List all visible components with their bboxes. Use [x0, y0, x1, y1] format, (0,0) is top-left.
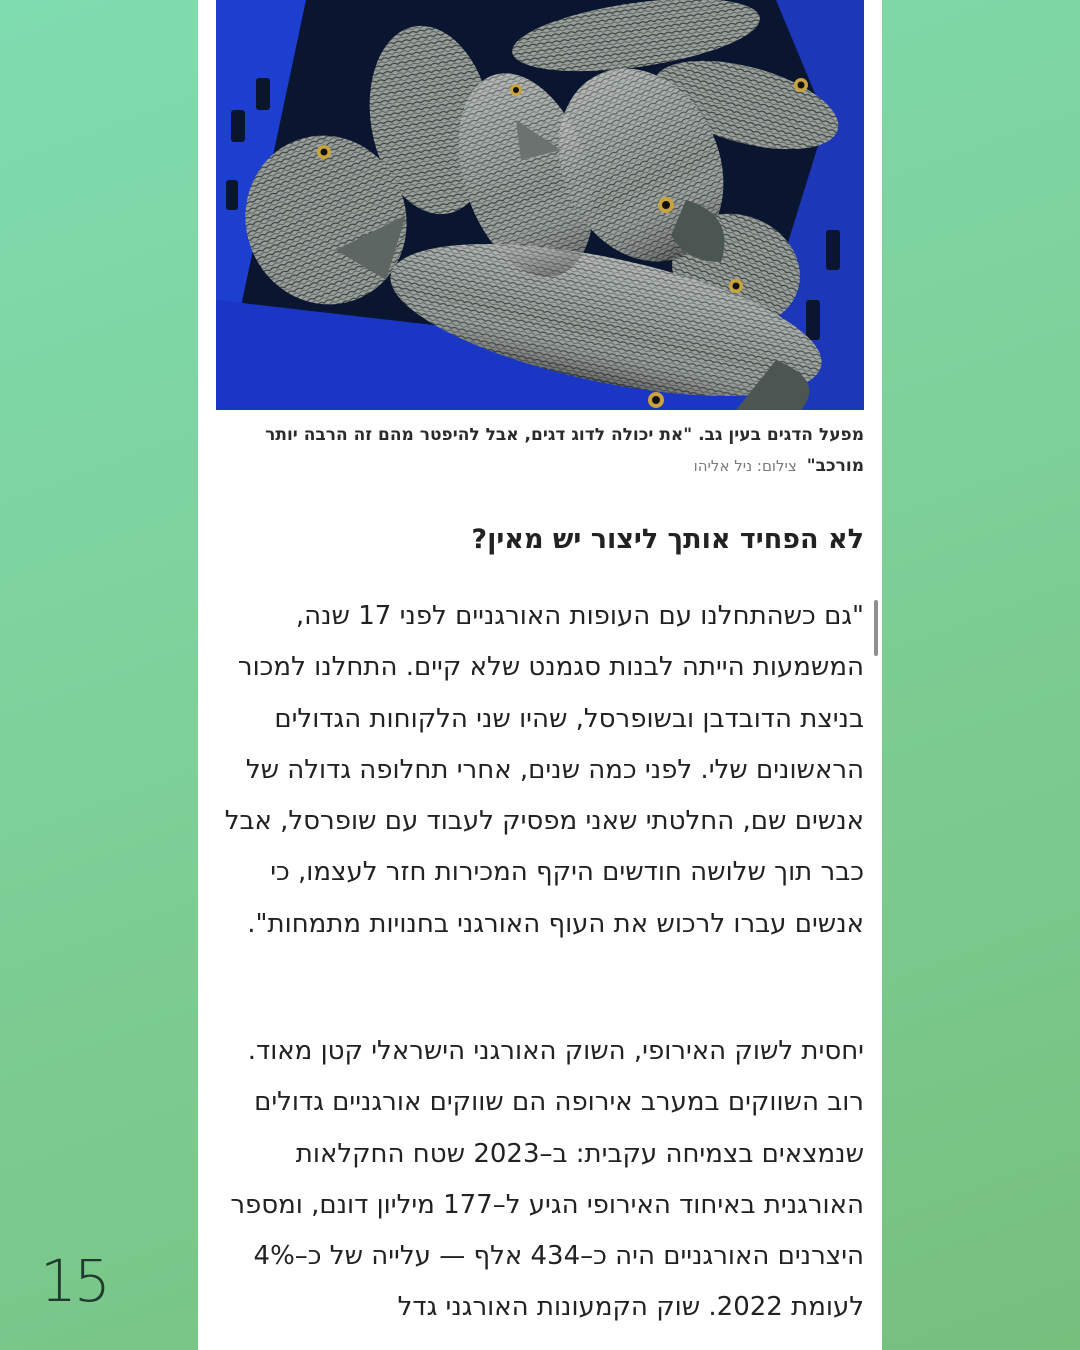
article-photo — [216, 0, 864, 410]
caption-text: מפעל הדגים בעין גב. "את יכולה לדוג דגים, אבל להיפטר מהם זה הרבה יותר מורכב" — [265, 425, 864, 476]
image-caption — [216, 420, 864, 482]
article-card — [198, 0, 882, 1350]
page-number: 15 — [40, 1247, 108, 1315]
photo-credit: צילום: ניל אליהו — [693, 457, 797, 475]
scrollbar-thumb[interactable] — [874, 600, 878, 656]
article-paragraph: "גם כשהתחלנו עם העופות האורגניים לפני 17 שנה, המשמעות הייתה לבנות סגמנט שלא קיים. התחלנו למכור בניצת הדובדבן ובשופרסל, שהיו שני הלקוחות הגדולים הראשונים שלי. לפני כמה שנים, אחרי תחלופה גדולה של אנשים שם, החלטתי שאני מפסיק לעבוד עם שופרסל, אבל כבר תוך שלושה חודשים היקף המכירות חזר לעצמו, כי אנשים עברו לרכוש את העוף האורגני בחנויות מתמחות". — [224, 601, 864, 939]
section-heading: לא הפחיד אותך ליצור יש מאין? — [471, 524, 864, 555]
fish-crate-illustration — [216, 0, 864, 410]
article-paragraph: יחסית לשוק האירופי, השוק האורגני הישראלי קטן מאוד. רוב השווקים במערב אירופה הם שווקים אורגניים גדולים שנמצאים בצמיחה עקבית: ב–2023 שטח החקלאות האורגנית באיחוד האירופי הגיע ל–177 מיליון דונם, ומספר היצרנים האורגניים היה כ–434 אלף — עלייה של כ–4% לעומת 2022. שוק הקמעונות האורגני גדל — [230, 1036, 864, 1323]
